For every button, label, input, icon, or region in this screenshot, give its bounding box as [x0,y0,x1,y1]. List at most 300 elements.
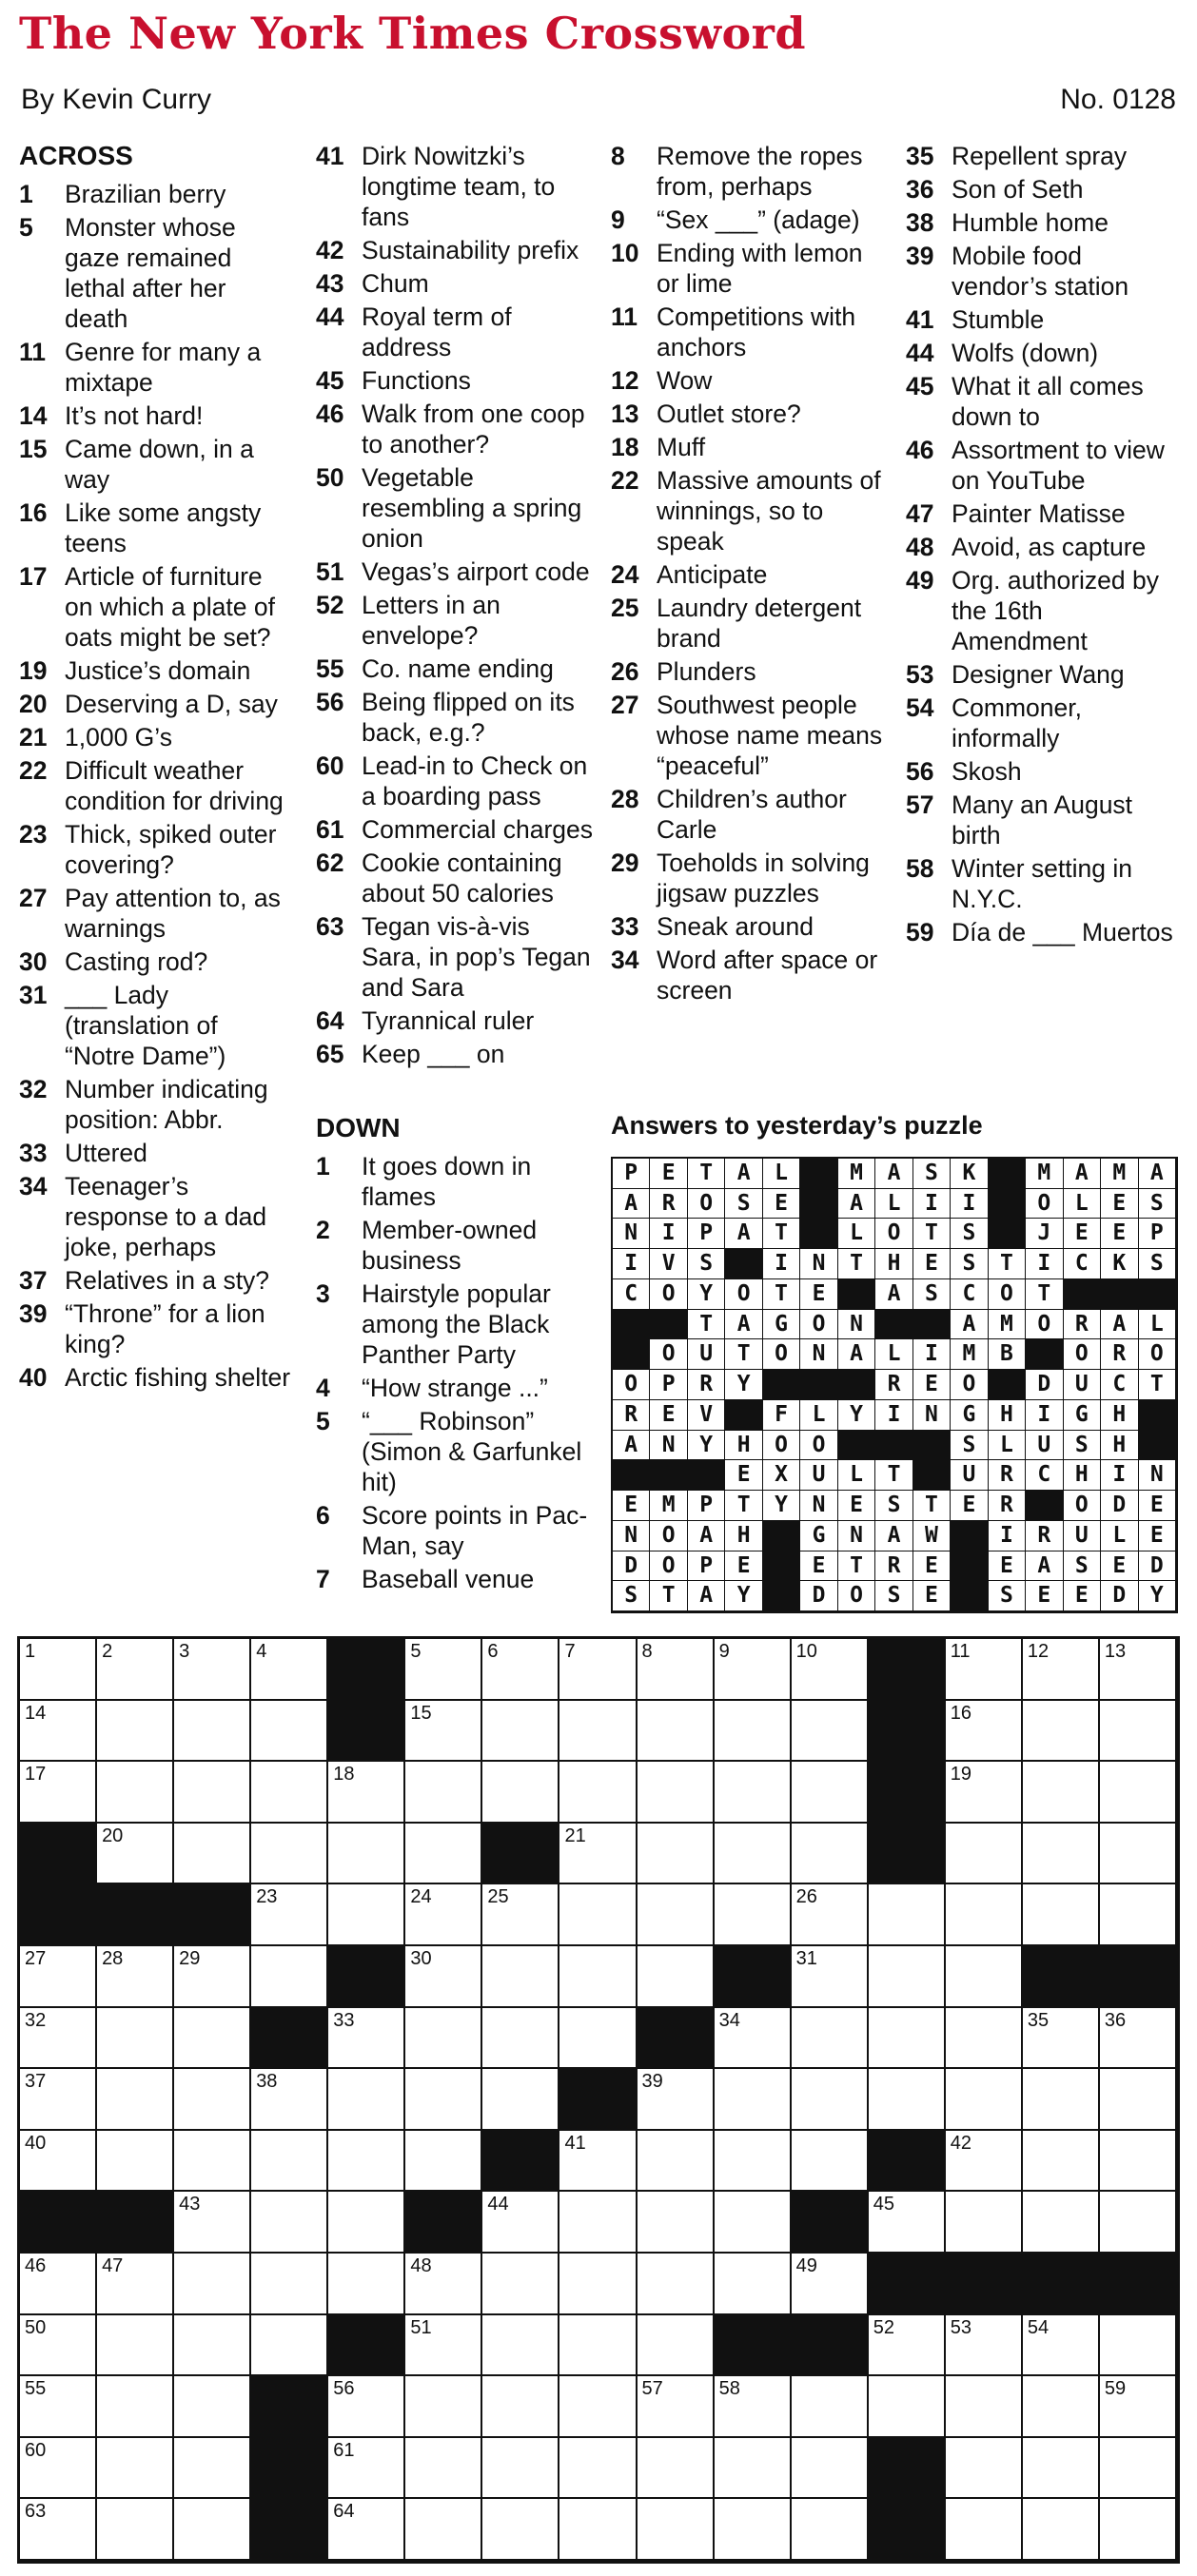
grid-cell[interactable] [1100,2008,1177,2070]
grid-cell[interactable] [946,2069,1023,2131]
down-clue-28 [611,784,889,845]
grid-cell[interactable] [328,2008,405,2070]
answer-cell: S [1139,1249,1176,1279]
grid-cell[interactable] [792,1946,869,2008]
grid-cell[interactable] [792,1884,869,1946]
grid-cell[interactable] [251,1639,328,1701]
grid-cell[interactable] [715,2069,792,2131]
clue-number: 49 [906,566,934,595]
answer-cell: E [613,1491,650,1521]
grid-cell[interactable] [251,1884,328,1946]
grid-cell[interactable] [559,1884,637,1946]
grid-cell[interactable] [174,2499,251,2561]
grid-cell[interactable] [792,2438,869,2500]
clue-number: 56 [906,757,934,786]
grid-cell[interactable] [559,1639,637,1701]
clue-text: What it all comes down to [952,372,1144,431]
grid-cell[interactable] [946,2315,1023,2377]
grid-cell[interactable] [174,2376,251,2438]
down-clue-7 [316,1564,594,1594]
down-column-2 [611,141,889,1008]
clue-number: 34 [19,1172,48,1200]
cell-number: 3 [179,1641,190,1662]
grid-cell[interactable] [405,2438,482,2500]
answer-cell: T [838,1249,875,1279]
grid-cell[interactable] [559,2499,637,2561]
grid-cell[interactable] [97,2315,174,2377]
answer-cell: K [1101,1249,1138,1279]
cell-number: 21 [564,1825,586,1846]
answer-block [763,1581,800,1611]
cell-number: 17 [25,1764,47,1786]
clue-text: Hairstyle popular among the Black Panther Party [362,1279,551,1369]
answer-cell: E [1026,1581,1063,1611]
grid-cell[interactable] [328,2254,405,2315]
grid-cell[interactable] [174,1701,251,1763]
grid-cell[interactable] [559,2376,637,2438]
clue-number: 55 [316,654,344,683]
grid-cell[interactable] [328,2192,405,2254]
grid-cell[interactable] [20,2131,97,2193]
answer-cell: Y [838,1400,875,1431]
grid-cell[interactable] [1023,2131,1100,2193]
grid-cell[interactable] [482,2008,559,2070]
grid-cell[interactable] [174,1639,251,1701]
grid-cell[interactable] [20,2254,97,2315]
grid-cell[interactable] [251,1824,328,1885]
answer-cell: V [650,1249,687,1279]
clue-number: 39 [906,242,934,270]
answer-cell: A [875,1279,912,1310]
grid-cell[interactable] [97,1701,174,1763]
grid-cell[interactable] [482,1884,559,1946]
answer-cell: O [650,1339,687,1370]
grid-cell[interactable] [482,2069,559,2131]
answer-cell: T [989,1249,1026,1279]
grid-cell[interactable] [328,2131,405,2193]
grid-cell[interactable] [97,2069,174,2131]
clue-text: Vegas’s airport code [362,557,590,586]
answer-block [989,1189,1026,1220]
clue-number: 41 [316,142,344,170]
down-clue-27 [611,690,889,781]
grid-cell[interactable] [1023,1701,1100,1763]
answer-cell: O [650,1551,687,1582]
grid-cell[interactable] [869,2192,946,2254]
grid-cell[interactable] [405,2254,482,2315]
grid-cell[interactable] [1100,2499,1177,2561]
grid-cell[interactable] [715,2008,792,2070]
grid-cell[interactable] [482,2192,559,2254]
clue-number: 6 [316,1501,330,1530]
answer-cell: O [951,1370,988,1400]
answer-block [951,1551,988,1582]
clue-number: 38 [906,208,934,237]
grid-cell[interactable] [251,1701,328,1763]
answer-cell: H [989,1400,1026,1431]
clue-number: 9 [611,205,625,234]
clue-number: 40 [19,1363,48,1392]
grid-cell[interactable] [328,2376,405,2438]
grid-cell[interactable] [715,2376,792,2438]
grid-cell[interactable] [405,2008,482,2070]
clue-number: 5 [19,213,33,242]
across-clue-11 [19,337,293,398]
grid-cell[interactable] [715,2192,792,2254]
clue-text: Muff [657,433,706,461]
grid-cell[interactable] [482,2315,559,2377]
grid-cell[interactable] [174,1946,251,2008]
answer-cell: P [688,1491,725,1521]
grid-cell[interactable] [1100,2069,1177,2131]
grid-cell[interactable] [715,2438,792,2500]
grid-block [1023,1946,1100,2008]
cell-number: 15 [410,1702,432,1724]
grid-cell[interactable] [251,2192,328,2254]
answer-block [1139,1431,1176,1461]
grid-cell[interactable] [638,1701,715,1763]
grid-cell[interactable] [946,2008,1023,2070]
across-clue-15 [19,434,293,495]
grid-cell[interactable] [1023,2008,1100,2070]
grid-cell[interactable] [97,2376,174,2438]
clue-number: 59 [906,918,934,946]
grid-block [1100,1946,1177,2008]
clue-text: Article of furniture on which a plate of oats might be set? [65,562,275,652]
grid-cell[interactable] [97,2254,174,2315]
grid-cell[interactable] [946,1639,1023,1701]
grid-cell[interactable] [638,2499,715,2561]
grid-cell[interactable] [97,1824,174,1885]
grid-block [946,2254,1023,2315]
grid-cell[interactable] [97,2008,174,2070]
clue-number: 5 [316,1407,330,1435]
grid-cell[interactable] [20,2069,97,2131]
clue-number: 16 [19,498,48,527]
down-clue-9 [611,205,889,235]
down-clue-12 [611,365,889,396]
grid-cell[interactable] [97,1762,174,1824]
grid-cell[interactable] [405,1762,482,1824]
clue-number: 46 [316,400,344,428]
grid-cell[interactable] [20,2315,97,2377]
answer-cell: O [1026,1189,1063,1220]
grid-cell[interactable] [1100,2315,1177,2377]
grid-cell[interactable] [715,2254,792,2315]
grid-cell[interactable] [1100,1701,1177,1763]
clue-text: Sustainability prefix [362,236,579,264]
across-clue-62 [316,848,594,908]
grid-block [792,2192,869,2254]
grid-cell[interactable] [405,2315,482,2377]
grid-cell[interactable] [174,2254,251,2315]
grid-cell[interactable] [1023,2192,1100,2254]
clue-number: 30 [19,947,48,976]
answer-cell: M [989,1310,1026,1340]
grid-cell[interactable] [482,2438,559,2500]
grid-cell[interactable] [1100,2376,1177,2438]
clue-text: “Throne” for a lion king? [65,1299,265,1358]
grid-cell[interactable] [638,2192,715,2254]
grid-cell[interactable] [1023,1884,1100,1946]
grid-cell[interactable] [20,2376,97,2438]
grid-block [20,2192,97,2254]
answer-cell: M [838,1159,875,1189]
grid-cell[interactable] [20,2438,97,2500]
answer-cell: C [613,1279,650,1310]
grid-cell[interactable] [715,1762,792,1824]
grid-cell[interactable] [482,1762,559,1824]
grid-cell[interactable] [559,2192,637,2254]
across-clue-1 [19,179,293,209]
grid-cell[interactable] [1023,2499,1100,2561]
grid-block [174,1884,251,1946]
answer-grid [611,1157,1178,1613]
clue-number: 57 [906,790,934,819]
grid-cell[interactable] [715,1639,792,1701]
grid-cell[interactable] [405,1824,482,1885]
grid-cell[interactable] [559,1946,637,2008]
grid-cell[interactable] [174,2192,251,2254]
answer-cell: S [913,1279,951,1310]
grid-cell[interactable] [405,2499,482,2561]
grid-cell[interactable] [1023,2315,1100,2377]
clue-text: Teenager’s response to a dad joke, perhaps [65,1172,267,1261]
grid-cell[interactable] [559,1762,637,1824]
grid-block [869,2438,946,2500]
answer-cell: N [800,1249,837,1279]
grid-cell[interactable] [869,2069,946,2131]
grid-cell[interactable] [328,1762,405,1824]
grid-cell[interactable] [405,1884,482,1946]
grid-cell[interactable] [792,1824,869,1885]
grid-cell[interactable] [869,2008,946,2070]
grid-cell[interactable] [482,1946,559,2008]
across-clue-42 [316,235,594,265]
grid-cell[interactable] [405,2069,482,2131]
answer-block [1139,1400,1176,1431]
grid-cell[interactable] [946,1824,1023,1885]
grid-cell[interactable] [97,2131,174,2193]
grid-cell[interactable] [559,2131,637,2193]
clue-number: 11 [611,302,638,331]
across-clue-56 [316,687,594,748]
grid-cell[interactable] [97,2438,174,2500]
grid-cell[interactable] [715,2499,792,2561]
grid-cell[interactable] [559,2438,637,2500]
grid-cell[interactable] [638,2376,715,2438]
grid-cell[interactable] [1100,2438,1177,2500]
grid-cell[interactable] [638,2438,715,2500]
answer-cell: A [725,1310,762,1340]
grid-cell[interactable] [792,2254,869,2315]
grid-cell[interactable] [1100,2131,1177,2193]
grid-cell[interactable] [251,2315,328,2377]
answer-cell: P [688,1219,725,1249]
grid-cell[interactable] [251,1762,328,1824]
cell-number: 12 [1027,1641,1050,1662]
cell-number: 58 [718,2378,740,2400]
grid-cell[interactable] [20,2499,97,2561]
grid-cell[interactable] [1023,1639,1100,1701]
grid-cell[interactable] [1100,1824,1177,1885]
answer-block [613,1339,650,1370]
grid-cell[interactable] [559,2315,637,2377]
grid-cell[interactable] [328,2069,405,2131]
grid-cell[interactable] [638,2131,715,2193]
clue-text: Humble home [952,208,1109,237]
grid-cell[interactable] [1100,1884,1177,1946]
grid-cell[interactable] [792,2499,869,2561]
grid-cell[interactable] [482,1701,559,1763]
grid-cell[interactable] [405,1946,482,2008]
grid-cell[interactable] [638,1762,715,1824]
grid-cell[interactable] [792,2376,869,2438]
clue-text: Día de ___ Muertos [952,918,1173,946]
cell-number: 45 [873,2194,894,2215]
answer-cell: I [1026,1400,1063,1431]
grid-cell[interactable] [174,2131,251,2193]
grid-cell[interactable] [792,2008,869,2070]
grid-cell[interactable] [1023,1762,1100,1824]
grid-cell[interactable] [946,1762,1023,1824]
grid-cell[interactable] [638,1824,715,1885]
clue-text: Wow [657,366,713,395]
grid-cell[interactable] [20,1946,97,2008]
answer-cell: A [1026,1551,1063,1582]
grid-cell[interactable] [946,1701,1023,1763]
grid-cell[interactable] [792,1701,869,1763]
grid-cell[interactable] [328,2499,405,2561]
grid-cell[interactable] [174,2008,251,2070]
grid-cell[interactable] [251,1946,328,2008]
grid-cell[interactable] [20,2008,97,2070]
cell-number: 27 [25,1948,47,1969]
grid-cell[interactable] [559,1701,637,1763]
clue-number: 50 [316,463,344,492]
grid-cell[interactable] [20,1701,97,1763]
grid-cell[interactable] [405,1639,482,1701]
grid-cell[interactable] [1023,2376,1100,2438]
grid-cell[interactable] [715,1884,792,1946]
down-clue-24 [611,559,889,590]
grid-cell[interactable] [792,2131,869,2193]
cell-number: 31 [795,1948,817,1969]
answer-cell: O [800,1310,837,1340]
grid-cell[interactable] [482,2499,559,2561]
grid-cell[interactable] [638,2315,715,2377]
grid-cell[interactable] [946,2376,1023,2438]
cell-number: 47 [102,2255,124,2276]
down-clue-41 [906,304,1182,335]
grid-cell[interactable] [405,2131,482,2193]
grid-cell[interactable] [1100,2192,1177,2254]
answer-cell: I [1101,1460,1138,1491]
grid-cell[interactable] [1100,1762,1177,1824]
grid-cell[interactable] [251,2069,328,2131]
grid-cell[interactable] [638,2069,715,2131]
grid-cell[interactable] [1023,1824,1100,1885]
grid-cell[interactable] [559,1824,637,1885]
across-clue-39 [19,1298,293,1359]
down-clue-44 [906,338,1182,368]
grid-cell[interactable] [251,2131,328,2193]
grid-cell[interactable] [869,2315,946,2377]
grid-cell[interactable] [174,2438,251,2500]
grid-cell[interactable] [715,2131,792,2193]
grid-cell[interactable] [792,1762,869,1824]
grid-cell[interactable] [638,1639,715,1701]
grid-cell[interactable] [946,2192,1023,2254]
clue-number: 27 [611,691,639,719]
grid-cell[interactable] [946,1884,1023,1946]
answer-cell: N [913,1400,951,1431]
down-clue-36 [906,174,1182,205]
grid-cell[interactable] [328,1884,405,1946]
clue-text: Royal term of address [362,302,512,361]
crossword-grid [17,1636,1180,2564]
grid-cell[interactable] [638,1946,715,2008]
grid-cell[interactable] [946,2438,1023,2500]
clue-text: “How strange ...” [362,1374,548,1402]
grid-cell[interactable] [1023,2438,1100,2500]
grid-cell[interactable] [482,1639,559,1701]
grid-cell[interactable] [97,2499,174,2561]
grid-cell[interactable] [97,1946,174,2008]
grid-cell[interactable] [328,2438,405,2500]
grid-cell[interactable] [174,2069,251,2131]
grid-block [1023,2254,1100,2315]
grid-cell[interactable] [328,1824,405,1885]
grid-cell[interactable] [792,2069,869,2131]
grid-cell[interactable] [20,1762,97,1824]
answer-cell: Y [688,1279,725,1310]
grid-cell[interactable] [174,2315,251,2377]
grid-cell[interactable] [559,2254,637,2315]
grid-cell[interactable] [1100,1639,1177,1701]
grid-cell[interactable] [482,2254,559,2315]
answer-block [951,1521,988,1551]
grid-block [405,2192,482,2254]
grid-cell[interactable] [405,2376,482,2438]
grid-cell[interactable] [715,1824,792,1885]
grid-cell[interactable] [638,2254,715,2315]
grid-cell[interactable] [946,2131,1023,2193]
cell-number: 61 [333,2439,355,2461]
grid-cell[interactable] [638,1884,715,1946]
clue-text: Chum [362,269,429,298]
grid-cell[interactable] [482,2376,559,2438]
grid-cell[interactable] [946,2499,1023,2561]
grid-cell[interactable] [405,1701,482,1763]
grid-cell[interactable] [251,2254,328,2315]
grid-cell[interactable] [97,1639,174,1701]
grid-cell[interactable] [869,2376,946,2438]
across-clue-52 [316,590,594,651]
grid-cell[interactable] [1023,2069,1100,2131]
grid-cell[interactable] [174,1762,251,1824]
grid-cell[interactable] [946,1946,1023,2008]
grid-cell[interactable] [559,2008,637,2070]
grid-cell[interactable] [869,1946,946,2008]
grid-cell[interactable] [20,1639,97,1701]
answer-cell: O [650,1521,687,1551]
grid-cell[interactable] [792,1639,869,1701]
grid-cell[interactable] [869,1884,946,1946]
clue-number: 15 [19,435,48,463]
grid-cell[interactable] [174,1824,251,1885]
grid-cell[interactable] [715,1701,792,1763]
